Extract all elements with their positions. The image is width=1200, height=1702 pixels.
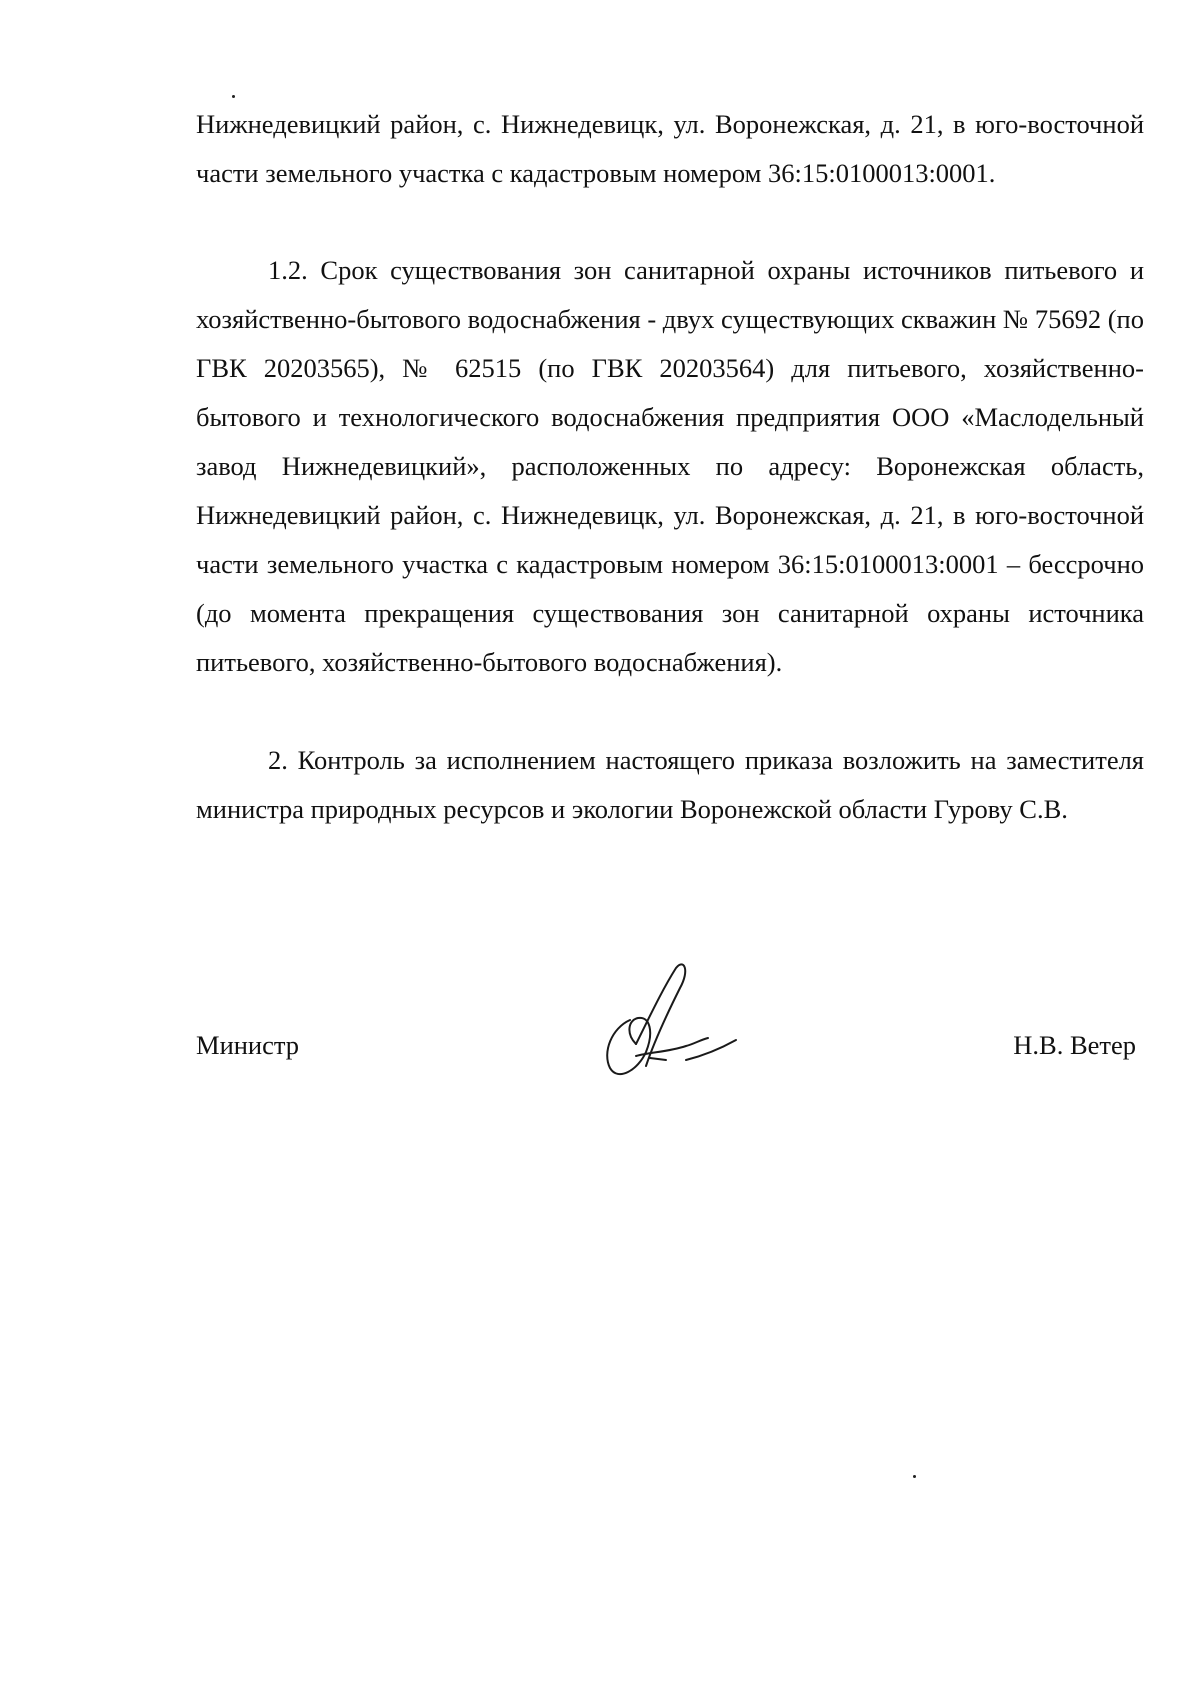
- signature-icon: [590, 960, 750, 1090]
- scan-speck: [232, 95, 235, 98]
- paragraph-section-1-2: 1.2. Срок существования зон санитарной охраны источников питьевого и хозяйственно-бытового водоснабжения - двух существующих скважин № 75692 (по ГВК 20203565), № 62515 (по ГВК 20203564) для питьевого, хозяйственно-бытового и технологического водоснабжения предприятия ООО «Маслодельный завод Нижнедевицкий», расположенных по адресу: Воронежская область, Нижнедевицкий район, с. Нижнедевицк, ул. Воронежская, д. 21, в юго-восточной части земельного участка с кадастровым номером 36:15:0100013:0001 – бессрочно (до момента прекращения существования зон санитарной охраны источника питьевого, хозяйственно-бытового водоснабжения).: [196, 255, 1144, 677]
- scan-speck: [913, 1475, 916, 1478]
- paragraph-section-2: 2. Контроль за исполнением настоящего приказа возложить на заместителя министра природных ресурсов и экологии Воронежской области Гурову С.В.: [196, 745, 1144, 824]
- paragraph-address-continuation: Нижнедевицкий район, с. Нижнедевицк, ул. Воронежская, д. 21, в юго-восточной части земельного участка с кадастровым номером 36:15:0100013:0001.: [196, 109, 1144, 188]
- signatory-title: Министр: [196, 1030, 300, 1060]
- signatory-name: Н.В. Ветер: [1013, 1030, 1136, 1060]
